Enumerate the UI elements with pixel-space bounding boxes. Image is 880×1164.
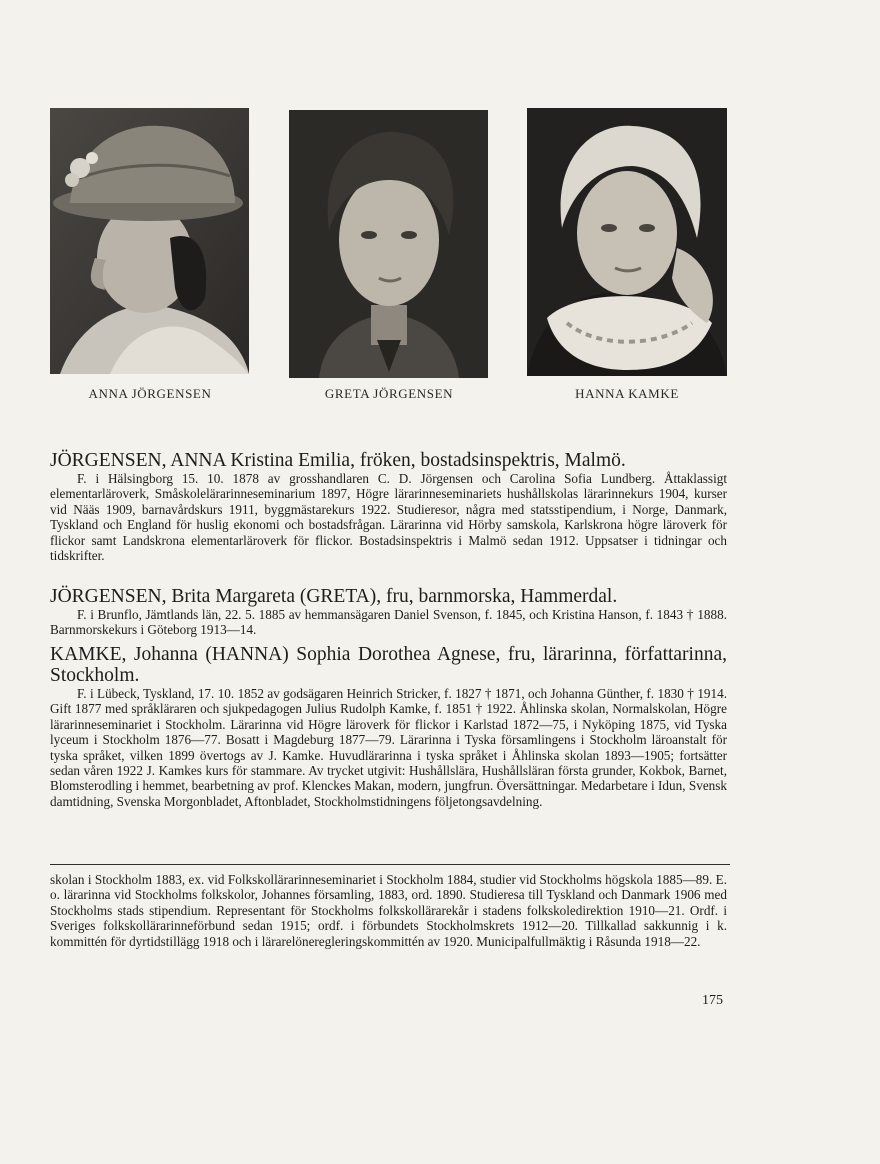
page-number: 175: [702, 993, 723, 1008]
section-divider: [50, 864, 730, 865]
entry-body: F. i Lübeck, Tyskland, 17. 10. 1852 av godsägaren Heinrich Stricker, f. 1827 † 1871, och Johanna Günther, f. 1830 † 1914. Gift 1877 med språkläraren och sjukpedagogen Julius Rudolph Kamke, f. 1851 † 1922. Åhlinska skolan, Normalskolan, Högre lärarinneseminariet i Stockholm. Lärarinna vid Högre läroverk för flickor i Karlstad 1872—75, i Nyköping 1875, vid Tyska lyceum i Stockholm 1876—77. Bosatt i Magdeburg 1877—79. Lärarinna i Tyska församlingens i Stockholm läroanstalt för tyska språket, vilken 1899 övertogs av J. Kamke. Huvudlärarinna i tyska språket i Åhlinska skolan 1893—1905; fortsätter sedan våren 1922 J. Kamkes kurs för stammare. Av trycket utgivit: Hushållslära, Hushållsläran första grunder, Kokbok, Barnet, Blomsterodling i hemmet, bearbetning av prof. Klenckes Makan, modern, jungfrun. Översättningar. Medarbetare i Idun, Svensk damtidning, Svenska Morgonbladet, Aftonbladet, Stockholmstidningens följetongsavdelning.: [50, 686, 727, 809]
continued-entry: [50, 872, 727, 949]
entry-greta-jorgensen: [50, 586, 727, 638]
portrait-anna-jorgensen: [50, 108, 249, 374]
entry-heading: JÖRGENSEN, ANNA Kristina Emilia, fröken, bostadsinspektris, Malmö.: [50, 450, 626, 471]
portrait-hanna-kamke: [527, 108, 727, 376]
photo-caption: GRETA JÖRGENSEN: [324, 386, 454, 401]
photo-caption: HANNA KAMKE: [575, 386, 679, 401]
entry-body: F. i Hälsingborg 15. 10. 1878 av grosshandlaren C. D. Jörgensen och Carolina Sofia Lundberg. Åttaklassigt elementarläroverk, Småskolelärarinneseminarium 1897, Högre lärarinneseminariets hushållskolas lärarinnekurs 1904, kurser vid Nääs 1909, barnavårdskurs 1911, byggmästarekurs 1922. Studieresor, några med statsstipendium, i Norge, Danmark, Tyskland och England för huslig ekonomi och bostadsfrågan. Lärarinna vid Hörby samskola, Karlskrona högre läroverk för flickor samt Landskrona elementarläroverk för flickor. Bostadsinspektris i Malmö sedan 1912. Uppsatser i tidningar och tidskrifter.: [50, 471, 727, 564]
photo-caption: ANNA JÖRGENSEN: [88, 386, 212, 401]
continued-body: skolan i Stockholm 1883, ex. vid Folkskollärarinneseminariet i Stockholm 1884, studier vid Stockholms högskola 1885—89. E. o. lärarinna vid Stockholms folkskolor, Johannes församling, 1883, ord. 1890. Studieresa till Tyskland och Danmark 1906 med Stockholms stads stipendium. Representant för Stockholms folkskollärarekår i stadens folkskoledirektion 1910—21. Ordf. i Sveriges folkskollärarinneförbund sedan 1915; ordf. i förbundets Stockholmskrets 1912—20. Tillkallad sakkunnig i k. kommittén för dyrtidstillägg 1918 och i lärarelöneregleringskommittén av 1920. Municipalfullmäktig i Råsunda 1918—22.: [50, 872, 727, 949]
entry-heading: JÖRGENSEN, Brita Margareta (GRETA), fru, barnmorska, Hammerdal.: [50, 586, 618, 607]
entry-anna-jorgensen: [50, 450, 727, 563]
portrait-greta-jorgensen: [289, 110, 488, 378]
entry-heading: KAMKE, Johanna (HANNA) Sophia Dorothea Agnese, fru, lärarinna, författarinna, Stockholm.: [50, 644, 727, 686]
entry-hanna-kamke: [50, 644, 727, 809]
entry-body: F. i Brunflo, Jämtlands län, 22. 5. 1885 av hemmansägaren Daniel Svenson, f. 1845, och Kristina Hanson, f. 1843 † 1888. Barnmorskekurs i Göteborg 1913—14.: [50, 607, 727, 638]
